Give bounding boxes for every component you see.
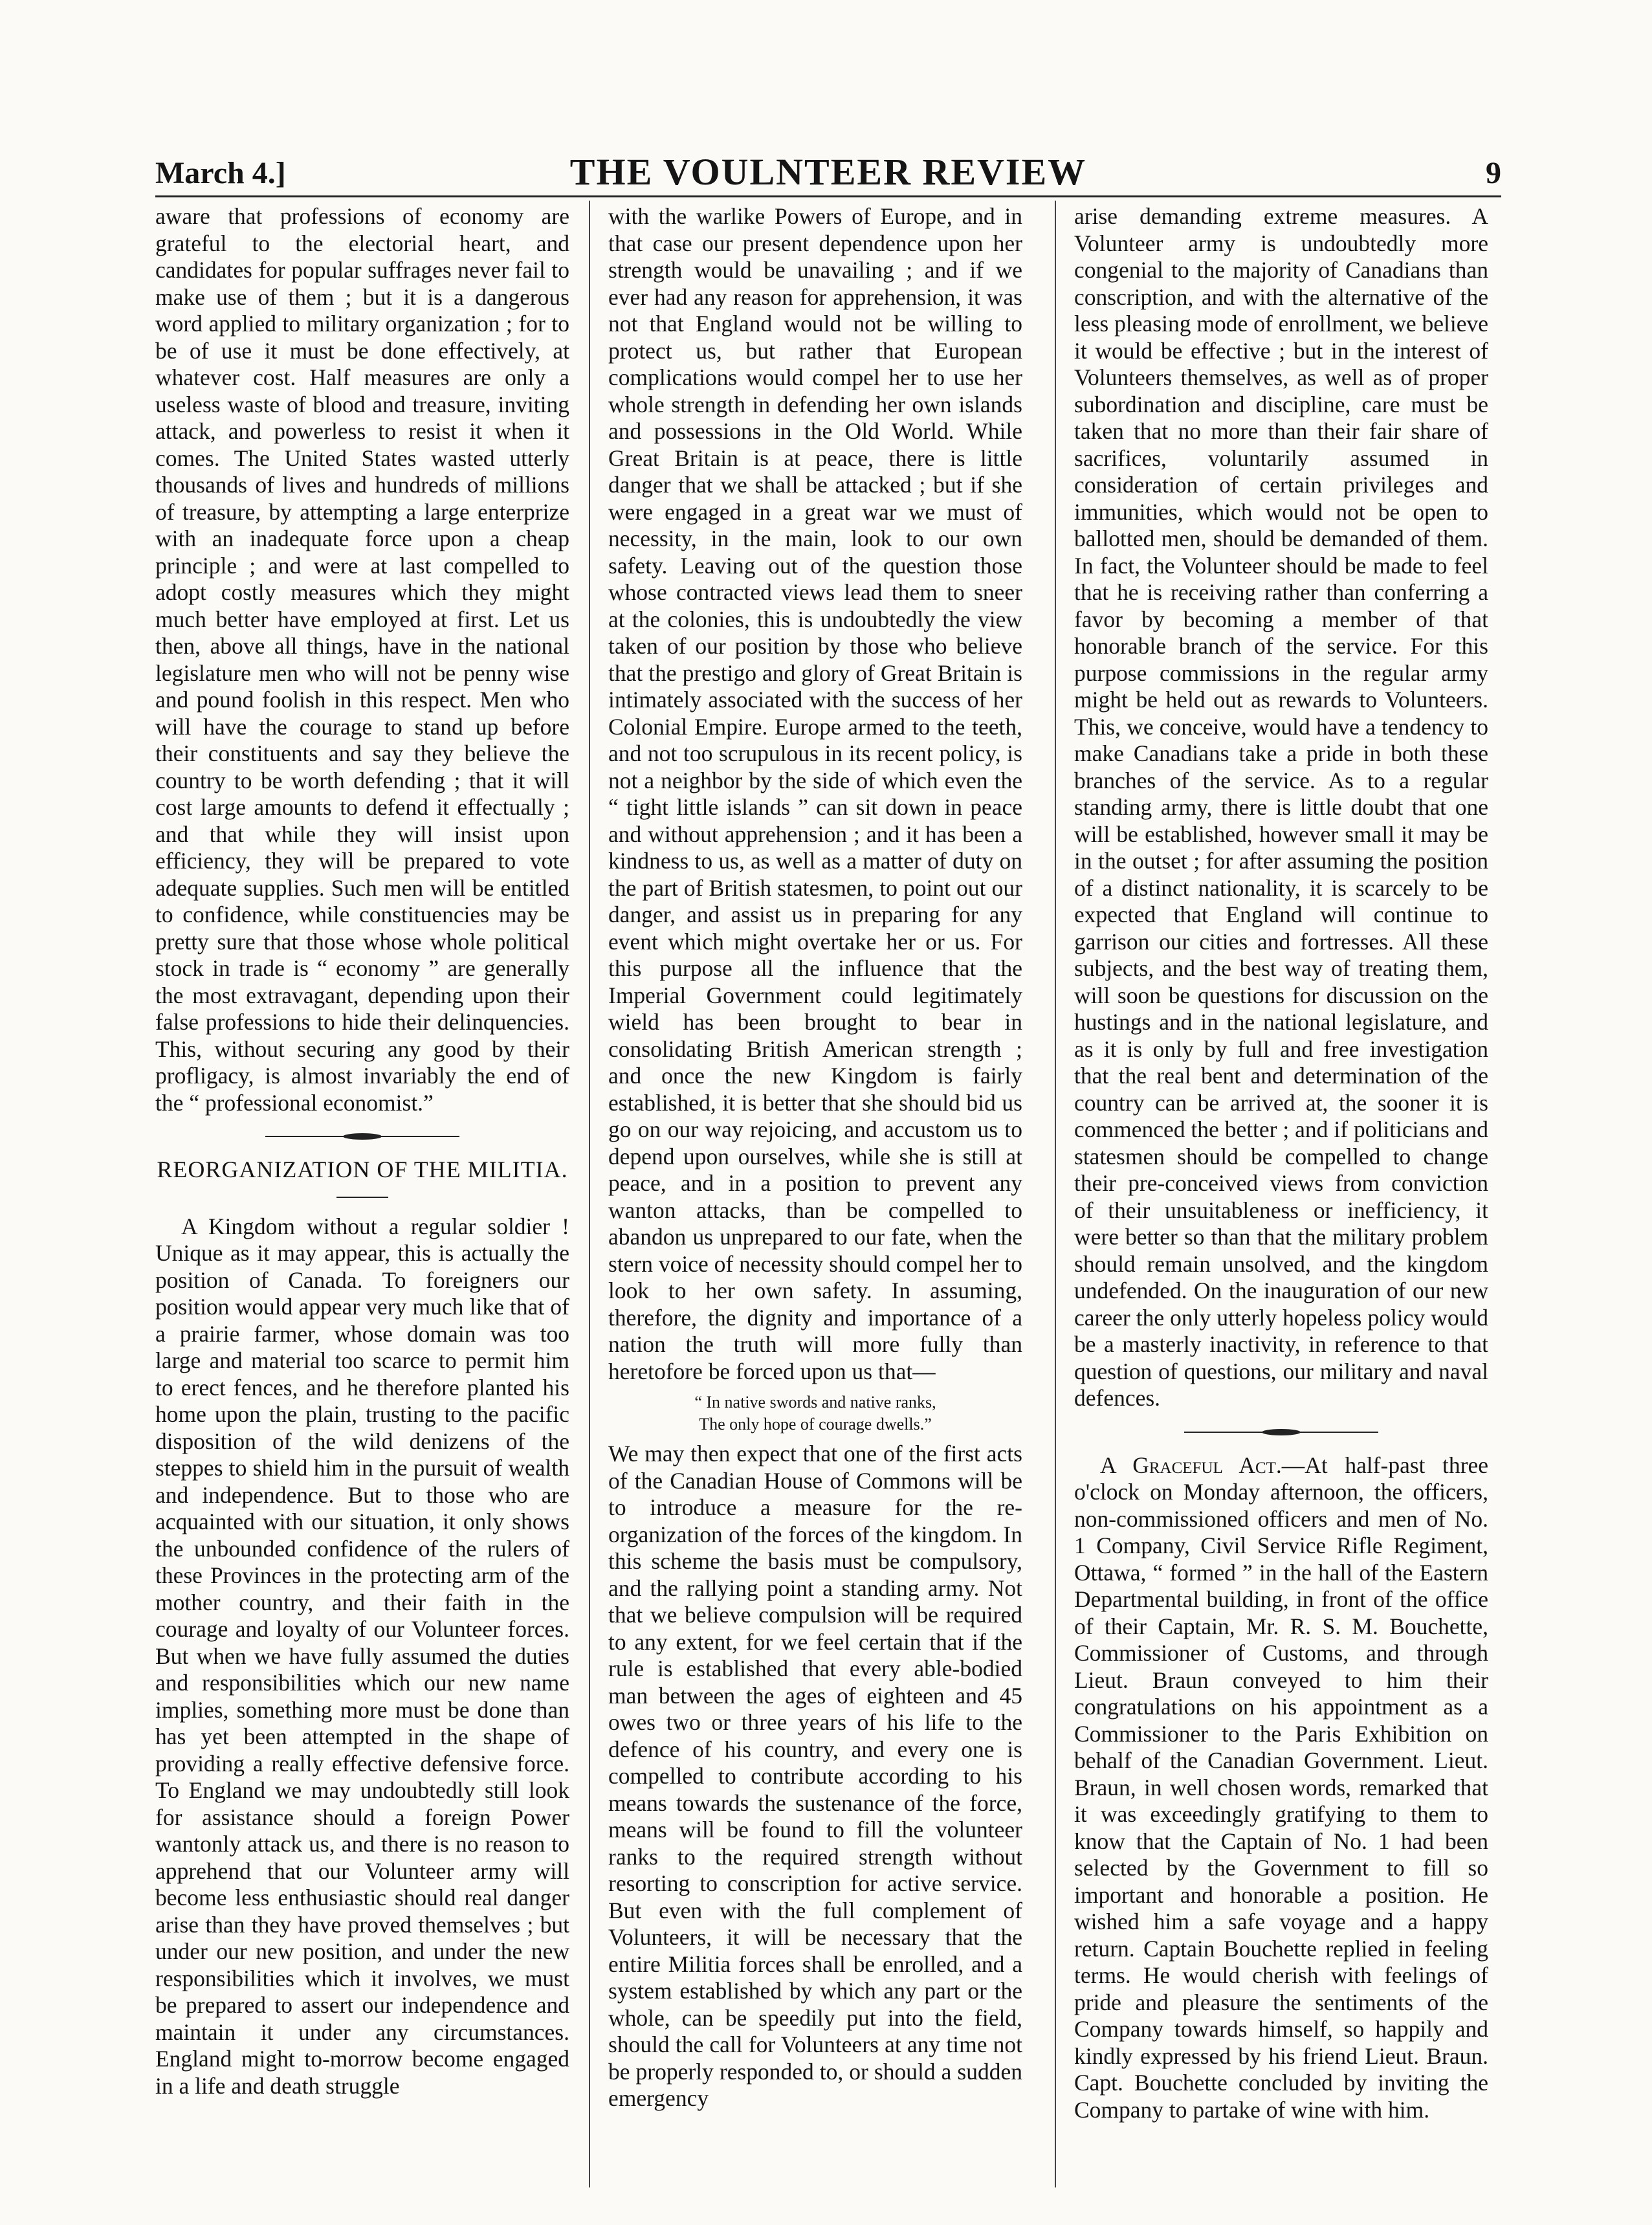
news-item-lead: A Graceful Act. — [1100, 1452, 1282, 1478]
quote-line: The only hope of courage dwells.” — [699, 1415, 932, 1434]
news-item — [1074, 1452, 1488, 2124]
quote-line: “ In native swords and native ranks, — [694, 1393, 936, 1411]
section-ornament — [265, 1133, 459, 1140]
column-divider — [589, 201, 590, 2187]
article-paragraph: We may then expect that one of the first acts of the Canadian House of Commons will be to introduce a measure for the re-organization of the forces of the kingdom. In this scheme the basis must be compulsory, and the rallying point a standing army. Not that we believe compulsion will be required to any extent, for we feel certain that if the rule is established that every able-bodied man between the ages of eighteen and 45 owes two or three years of his life to the defence of his country, and every one is compelled to contribute according to his means towards the sustenance of the force, means will be found to fill the volunteer ranks to the required strength without resorting to conscription for active service. But even with the full complement of Volunteers, it will be necessary that the entire Militia forces shall be enrolled, and a system established by which any part or the whole, can be speedily put into the field, should the call for Volunteers at any time not be properly responded to, or should a sudden emergency — [608, 1441, 1022, 2111]
page-header — [155, 150, 1501, 195]
section-ornament — [1184, 1429, 1378, 1435]
article-paragraph: aware that professions of economy are grateful to the electorial heart, and candidates for popular suffrages never fail to make use of them ; but it is a dangerous word applied to military organization ; for to be of use it must be done effectively, at whatever cost. Half measures are only a useless waste of blood and treasure, inviting attack, and powerless to resist it when it comes. The United States wasted utterly thousands of lives and hundreds of millions of treasure, by attempting a large enterprize with an inadequate force upon a cheap principle ; and were at last compelled to adopt costly measures which they might much better have employed at first. Let us then, above all things, have in the national legislature men who will not be penny wise and pound foolish in this respect. Men who will have the courage to stand up before their constituents and say they believe the country to be worth defending ; that it will cost large amounts to defend it effectually ; and that while they will insist upon efficiency, they will be prepared to vote adequate supplies. Such men will be entitled to confidence, while constituencies may be pretty sure that those whose whole political stock in trade is “ economy ” are generally the most extravagant, depending upon their false professions to hide their delinquencies. This, without securing any good by their profligacy, is almost invariably the end of the “ professional economist.” — [155, 203, 569, 1116]
masthead-title: THE VOULNTEER REVIEW — [569, 151, 1087, 193]
issue-date: March 4.] — [155, 156, 286, 190]
article-paragraph: A Kingdom without a regular soldier ! Unique as it may appear, this is actually the position of Canada. To foreigners our position would appear very much like that of a prairie farmer, whose domain was too large and material too scarce to permit him to erect fences, and he therefore planted his home upon the plain, trusting to the pacific disposition of the wild denizens of the steppes to shield him in the pursuit of wealth and independence. But to those who are acquainted with our situation, it only shows the unbounded confidence of the rulers of these Provinces in the protecting arm of the mother country, and their faith in the courage and loyalty of our Volunteer forces. But when we have fully assumed the duties and responsibilities which our new name implies, something more must be done than has yet been attempted in the shape of providing a really effective defensive force. To England we may undoubtedly still look for assistance should a foreign Power wantonly attack us, and there is no reason to apprehend that our Volunteer army will become less enthusiastic should real danger arise than they have proved themselves ; but under our new position, and under the new responsibilities which it involves, we must be prepared to assert our independence and maintain it under any circumstances. England might to-morrow become engaged in a life and death struggle — [155, 1213, 569, 2099]
column-2 — [608, 203, 1022, 2184]
column-divider — [1055, 201, 1056, 2187]
verse-quote — [608, 1391, 1022, 1435]
page-number: 9 — [1486, 156, 1501, 190]
article-paragraph: with the warlike Powers of Europe, and in that case our present dependence upon her strength would be unavailing ; and if we ever had any reason for apprehension, it was not that England would not be willing to protect us, but rather that European complications would compel her to use her whole strength in defending her own islands and possessions in the Old World. While Great Britain is at peace, there is little danger that we shall be attacked ; but if she were engaged in a great war we must of necessity, in the main, look to our own safety. Leaving out of the question those whose contracted views lead them to sneer at the colonies, this is undoubtedly the view taken of our position by those who believe that the prestigo and glory of Great Britain is intimately associated with the success of her Colonial Empire. Europe armed to the teeth, and not too scrupulous in its recent policy, is not a neighbor by the side of which even the “ tight little islands ” can sit down in peace and without apprehension ; and it has been a kindness to us, as well as a matter of duty on the part of British statesmen, to point out our danger, and assist us in preparing for any event which might overtake her or us. For this purpose all the influence that the Imperial Government could legitimately wield has been brought to bear in consolidating British American strength ; and once the new Kingdom is fairly established, it is better that she should bid us go on our way rejoicing, and accustom us to depend upon ourselves, while she is still at peace, and in a position to prevent any wanton attacks, than be compelled to abandon us unprepared to our fate, when the stern voice of necessity should compel her to look to her own safety. In assuming, therefore, the dignity and importance of a nation the truth will more fully than heretofore be forced upon us that— — [608, 203, 1022, 1384]
column-3 — [1074, 203, 1488, 2184]
column-1 — [155, 203, 569, 2184]
heading-rule — [336, 1197, 388, 1198]
article-paragraph: arise demanding extreme measures. A Volunteer army is undoubtedly more congenial to the majority of Canadians than conscription, and with the alternative of the less pleasing mode of enrollment, we believe it would be effective ; but in the interest of Volunteers themselves, as well as of proper subordination and discipline, care must be taken that no more than their fair share of sacrifices, voluntarily assumed in consideration of certain privileges and immunities, which would not be open to ballotted men, should be demanded of them. In fact, the Volunteer should be made to feel that he is receiving rather than conferring a favor by becoming a member of that honorable branch of the service. For this purpose commissions in the regular army might be held out as rewards to Volunteers. This, we conceive, would have a tendency to make Canadians take a pride in both these branches of the service. As to a regular standing army, there is little doubt that one will be established, however small it may be in the outset ; for after assuming the position of a distinct nationality, it is scarcely to be expected that England will continue to garrison our cities and fortresses. All these subjects, and the best way of treating them, will soon be questions for discussion on the hustings and in the national legislature, and as it is only by full and free investigation that the real bent and determination of the country can be arrived at, the sooner it is commenced the better ; and if politicians and statesmen should be compelled to change their pre-conceived views from conviction of their unsuitableness or inefficiency, it were better so than that the military problem should remain unsolved, and the kingdom undefended. On the inauguration of our new career the only utterly hopeless policy would be a masterly inactivity, in reference to that question of questions, our military and naval defences. — [1074, 203, 1488, 1411]
header-rule — [155, 195, 1501, 197]
article-heading: REORGANIZATION OF THE MILITIA. — [157, 1157, 568, 1182]
news-item-body: —At half-past three o'clock on Monday afternoon, the officers, non-commissioned officers and men of No. 1 Company, Civil Service Rifle Regiment, Ottawa, “ formed ” in the hall of the Eastern Departmental building, in front of the office of their Captain, Mr. R. S. M. Bouchette, Commissioner of Customs, and through Lieut. Braun conveyed to him their congratulations on his appointment as a Commissioner to the Paris Exhibition on behalf of the Canadian Government. Lieut. Braun, in well chosen words, remarked that it was exceedingly gratifying to them to know that the Captain of No. 1 had been selected by the Government to fill so important and honorable a position. He wished him a safe voyage and a happy return. Captain Bouchette replied in feeling terms. He would cherish with feelings of pride and pleasure the sentiments of the Company towards himself, so happily and kindly expressed by his friend Lieut. Braun. Capt. Bouchette concluded by inviting the Company to partake of wine with him. — [1074, 1452, 1488, 2123]
